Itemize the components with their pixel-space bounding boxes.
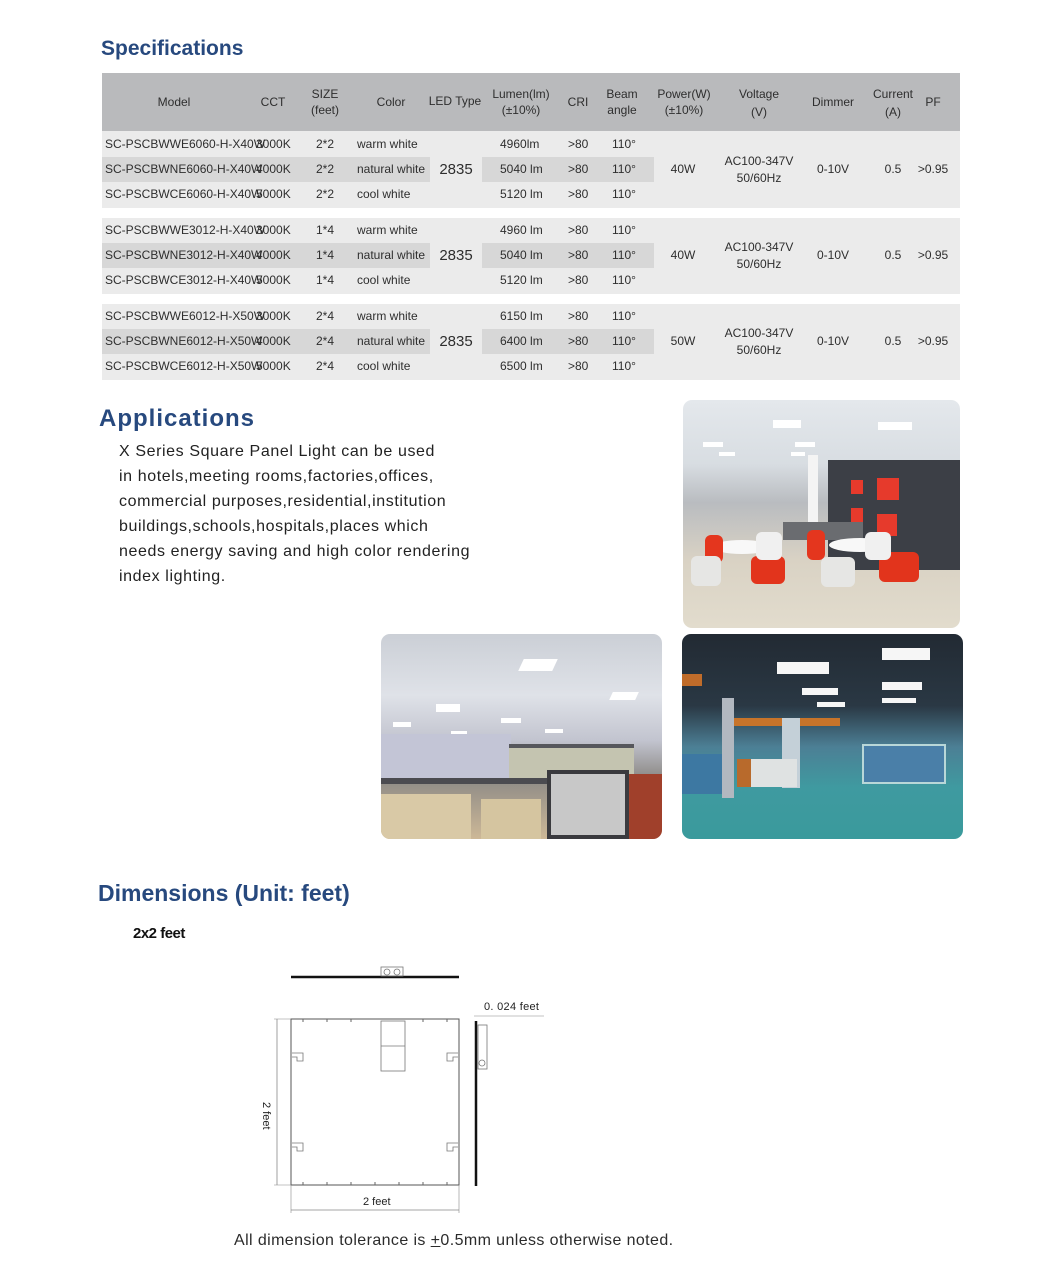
header-size-line1: SIZE	[311, 87, 339, 101]
cell-voltage	[725, 239, 794, 273]
cell-led-type: 2835	[439, 247, 473, 264]
cell-size: 2*2	[316, 187, 335, 201]
plus-minus-symbol: +	[430, 1232, 441, 1249]
cell-beam: 110°	[612, 309, 636, 323]
specifications-heading: Specifications	[101, 37, 244, 60]
cell-cri: >80	[568, 273, 589, 287]
cell-pf: >0.95	[917, 162, 949, 176]
cell-current: 0.5	[884, 162, 902, 176]
cell-dimmer: 0-10V	[816, 334, 850, 348]
spec-group-2x2	[102, 131, 960, 208]
cell-beam: 110°	[612, 187, 636, 201]
cell-color: cool white	[357, 187, 411, 201]
cell-cri: >80	[568, 137, 589, 151]
cell-lumen: 4960 lm	[500, 223, 543, 237]
spec-group-2x4	[102, 304, 960, 380]
cell-beam: 110°	[612, 162, 636, 176]
header-cri: CRI	[567, 95, 589, 109]
cell-current: 0.5	[884, 248, 902, 262]
header-power-line2: (±10%)	[664, 103, 704, 117]
dimensions-heading: Dimensions (Unit: feet)	[98, 880, 350, 906]
cell-voltage-line1: AC100-347V	[724, 326, 794, 340]
cell-led-type: 2835	[439, 333, 473, 350]
dimension-drawing	[260, 960, 570, 1220]
cell-power: 40W	[670, 162, 696, 176]
header-size-line2: (feet)	[310, 103, 340, 117]
cell-cri: >80	[568, 359, 589, 373]
note-suffix: 0.5mm unless otherwise noted.	[440, 1232, 674, 1249]
cell-cct: 3000K	[256, 309, 291, 323]
cell-size: 2*2	[316, 137, 335, 151]
cell-cct: 3000K	[256, 137, 291, 151]
cell-color: natural white	[357, 248, 426, 262]
header-model: Model	[157, 95, 191, 109]
cell-cct: 5000K	[256, 359, 291, 373]
header-voltage-line2: (V)	[750, 105, 767, 119]
photo-hall	[682, 634, 963, 839]
cell-cri: >80	[568, 187, 589, 201]
cell-led-type: 2835	[439, 161, 473, 178]
cell-model: SC-PSCBWWE6060-H-X40W	[105, 137, 266, 151]
cell-cri: >80	[568, 162, 589, 176]
table-header	[102, 73, 960, 131]
note-prefix: All dimension tolerance is	[234, 1232, 431, 1249]
cell-voltage-line2: 50/60Hz	[736, 171, 782, 185]
cell-size: 2*2	[316, 162, 335, 176]
header-voltage	[739, 85, 779, 121]
cell-size: 1*4	[316, 273, 335, 287]
header-led-type: LED Type	[428, 94, 482, 108]
panel-technical-drawing	[270, 960, 570, 1220]
photo-office	[381, 634, 662, 839]
cell-lumen: 5040 lm	[500, 248, 543, 262]
cell-dimmer: 0-10V	[816, 162, 850, 176]
cell-cri: >80	[568, 223, 589, 237]
header-color: Color	[376, 95, 406, 109]
header-dimmer: Dimmer	[812, 95, 854, 109]
cell-color: warm white	[357, 223, 418, 237]
cell-color: cool white	[357, 273, 411, 287]
cell-dimmer: 0-10V	[816, 248, 850, 262]
cell-cri: >80	[568, 334, 589, 348]
header-size	[311, 86, 339, 118]
applications-description	[119, 439, 499, 589]
cell-cri: >80	[568, 309, 589, 323]
cell-voltage-line2: 50/60Hz	[736, 343, 782, 357]
cell-lumen: 5120 lm	[500, 187, 543, 201]
header-current-line2: (A)	[884, 105, 901, 119]
header-current-line1: Current	[872, 87, 914, 101]
cell-color: natural white	[357, 162, 426, 176]
table-row	[102, 132, 960, 157]
cell-lumen: 6500 lm	[500, 359, 543, 373]
cell-power: 40W	[670, 248, 696, 262]
dimensions-subtitle: 2x2 feet	[133, 925, 185, 942]
spec-group-1x4	[102, 218, 960, 294]
cell-pf: >0.95	[917, 334, 949, 348]
cell-voltage-line1: AC100-347V	[724, 154, 794, 168]
cell-lumen: 6400 lm	[500, 334, 543, 348]
cell-model: SC-PSCBWCE6012-H-X50W	[105, 359, 263, 373]
header-beam-line1: Beam	[606, 87, 638, 101]
header-cct: CCT	[260, 95, 286, 109]
cell-beam: 110°	[612, 359, 636, 373]
table-row	[102, 354, 960, 379]
specifications-table	[102, 73, 960, 380]
description-line: commercial purposes,residential,institution	[119, 493, 447, 510]
cell-voltage	[725, 153, 794, 187]
thickness-label: 0. 024 feet	[484, 1001, 540, 1013]
cell-cct: 4000K	[256, 334, 291, 348]
cell-color: warm white	[357, 137, 418, 151]
photo-lounge	[683, 400, 960, 628]
table-row	[102, 304, 960, 329]
cell-model: SC-PSCBWCE6060-H-X40W	[105, 187, 263, 201]
header-beam-line2: angle	[607, 103, 637, 117]
cell-model: SC-PSCBWNE3012-H-X40W	[105, 248, 263, 262]
header-lumen	[492, 86, 549, 118]
cell-voltage-line1: AC100-347V	[724, 240, 794, 254]
header-lumen-line2: (±10%)	[501, 103, 541, 117]
header-power-line1: Power(W)	[657, 87, 711, 101]
description-line: buildings,schools,hospitals,places which	[119, 518, 429, 535]
cell-cri: >80	[568, 248, 589, 262]
cell-voltage	[725, 325, 794, 359]
cell-pf: >0.95	[917, 248, 949, 262]
cell-model: SC-PSCBWCE3012-H-X40W	[105, 273, 263, 287]
cell-lumen: 6150 lm	[500, 309, 543, 323]
cell-size: 2*4	[316, 334, 335, 348]
applications-heading: Applications	[99, 405, 256, 432]
width-label: 2 feet	[363, 1196, 391, 1208]
description-line: needs energy saving and high color rendering	[119, 543, 471, 560]
cell-voltage-line2: 50/60Hz	[736, 257, 782, 271]
cell-model: SC-PSCBWWE6012-H-X50W	[105, 309, 266, 323]
table-row	[102, 182, 960, 207]
description-line: X Series Square Panel Light can be used	[119, 443, 436, 460]
cell-beam: 110°	[612, 137, 636, 151]
cell-cct: 5000K	[256, 273, 291, 287]
cell-current: 0.5	[884, 334, 902, 348]
header-beam-angle	[606, 86, 637, 118]
header-pf: PF	[925, 95, 941, 109]
cell-model: SC-PSCBWNE6060-H-X40W	[105, 162, 263, 176]
cell-beam: 110°	[612, 334, 636, 348]
cell-lumen: 4960lm	[500, 137, 540, 151]
tolerance-note	[234, 1232, 673, 1250]
height-label: 2 feet	[260, 1102, 272, 1130]
description-line: in hotels,meeting rooms,factories,offices,	[119, 468, 434, 485]
cell-size: 2*4	[316, 309, 335, 323]
cell-size: 1*4	[316, 223, 335, 237]
cell-power: 50W	[670, 334, 696, 348]
cell-cct: 3000K	[256, 223, 291, 237]
cell-lumen: 5040 lm	[500, 162, 543, 176]
cell-model: SC-PSCBWNE6012-H-X50W	[105, 334, 263, 348]
cell-beam: 110°	[612, 223, 636, 237]
header-voltage-line1: Voltage	[738, 87, 780, 101]
cell-cct: 4000K	[256, 248, 291, 262]
cell-size: 1*4	[316, 248, 335, 262]
header-current	[873, 85, 913, 121]
cell-color: natural white	[357, 334, 426, 348]
cell-beam: 110°	[612, 273, 636, 287]
table-row	[102, 268, 960, 293]
header-lumen-line1: Lumen(lm)	[492, 87, 550, 101]
table-row	[102, 218, 960, 243]
cell-model: SC-PSCBWWE3012-H-X40W	[105, 223, 266, 237]
cell-color: cool white	[357, 359, 411, 373]
header-power	[657, 86, 710, 118]
cell-color: warm white	[357, 309, 418, 323]
cell-cct: 4000K	[256, 162, 291, 176]
cell-lumen: 5120 lm	[500, 273, 543, 287]
cell-cct: 5000K	[256, 187, 291, 201]
cell-size: 2*4	[316, 359, 335, 373]
cell-beam: 110°	[612, 248, 636, 262]
description-line: index lighting.	[119, 568, 226, 585]
